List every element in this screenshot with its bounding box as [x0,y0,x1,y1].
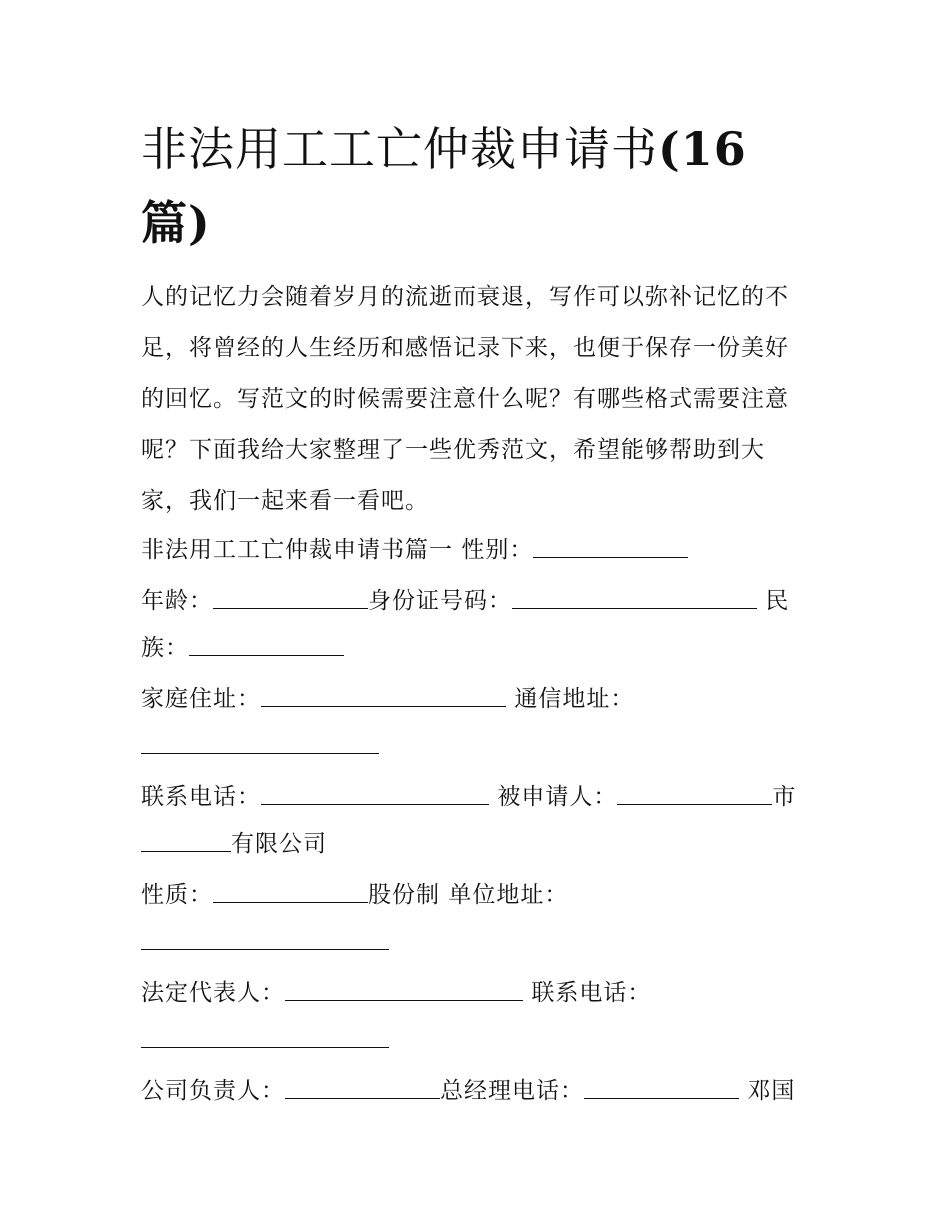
form-line-company [141,821,811,868]
blank-gm-phone [584,1077,739,1099]
label-ethnicity-b: 族： [141,635,189,661]
blank-id-number [512,587,757,609]
label-company-head: 公司负责人： [141,1078,285,1104]
blank-nature [213,881,368,903]
label-city: 市 [772,784,797,810]
label-ethnicity-a: 民 [765,588,790,614]
form-line-unit-address-blank [141,919,811,966]
form-line-phone [141,774,811,821]
blank-age [213,587,368,609]
form-line-nature [141,872,811,919]
document-title [141,112,811,260]
blank-ethnicity [189,634,344,656]
label-trailing: 邓国 [747,1078,796,1104]
label-phone: 联系电话： [141,784,261,810]
title-suffix: (16 [658,122,747,176]
label-home-address: 家庭住址： [141,686,261,712]
form-line-ethnicity [141,625,811,672]
title-line2: 篇) [141,196,211,250]
label-gender: 性别： [461,537,534,563]
label-company: 有限公司 [231,831,327,857]
label-respondent: 被申请人： [497,784,618,810]
blank-legal-rep [285,979,523,1001]
blank-company [141,830,231,852]
blank-respondent [617,783,772,805]
form-line-home-address [141,676,811,723]
label-mail-address: 通信地址： [514,686,635,712]
form-line-company-head [141,1068,811,1115]
label-gm-phone: 总经理电话： [440,1078,584,1104]
blank-phone2 [141,1026,389,1048]
form-line-legal-rep [141,970,811,1017]
label-unit-address: 单位地址： [448,882,569,908]
blank-phone [261,783,489,805]
form-line-gender [141,527,811,574]
blank-company-head [285,1077,440,1099]
label-nature: 性质： [141,882,213,908]
label-legal-rep: 法定代表人： [141,980,285,1006]
blank-unit-address [141,928,389,950]
form-line-age [141,578,811,625]
intro-paragraph: 人的记忆力会随着岁月的流逝而衰退，写作可以弥补记忆的不足，将曾经的人生经历和感悟记录下来，也便于保存一份美好的回忆。写范文的时候需要注意什么呢？有哪些格式需要注意呢？下面我给大家整理了一些优秀范文，希望能够帮助到大家，我们一起来看一看吧。 [141,284,789,514]
form-line-mail-address-blank [141,723,811,770]
label-age: 年龄： [141,588,213,614]
blank-mail-address [141,732,379,754]
title-text: 非法用工工亡仲裁申请书 [141,122,658,176]
label-joint-stock: 股份制 [368,882,440,908]
blank-home-address [261,685,506,707]
form-line-phone2-blank [141,1017,811,1064]
label-phone2: 联系电话： [531,980,652,1006]
section-heading: 非法用工工亡仲裁申请书篇一 [141,537,453,563]
label-id-number: 身份证号码： [368,588,512,614]
document-body [141,112,811,1115]
blank-gender [533,536,688,558]
